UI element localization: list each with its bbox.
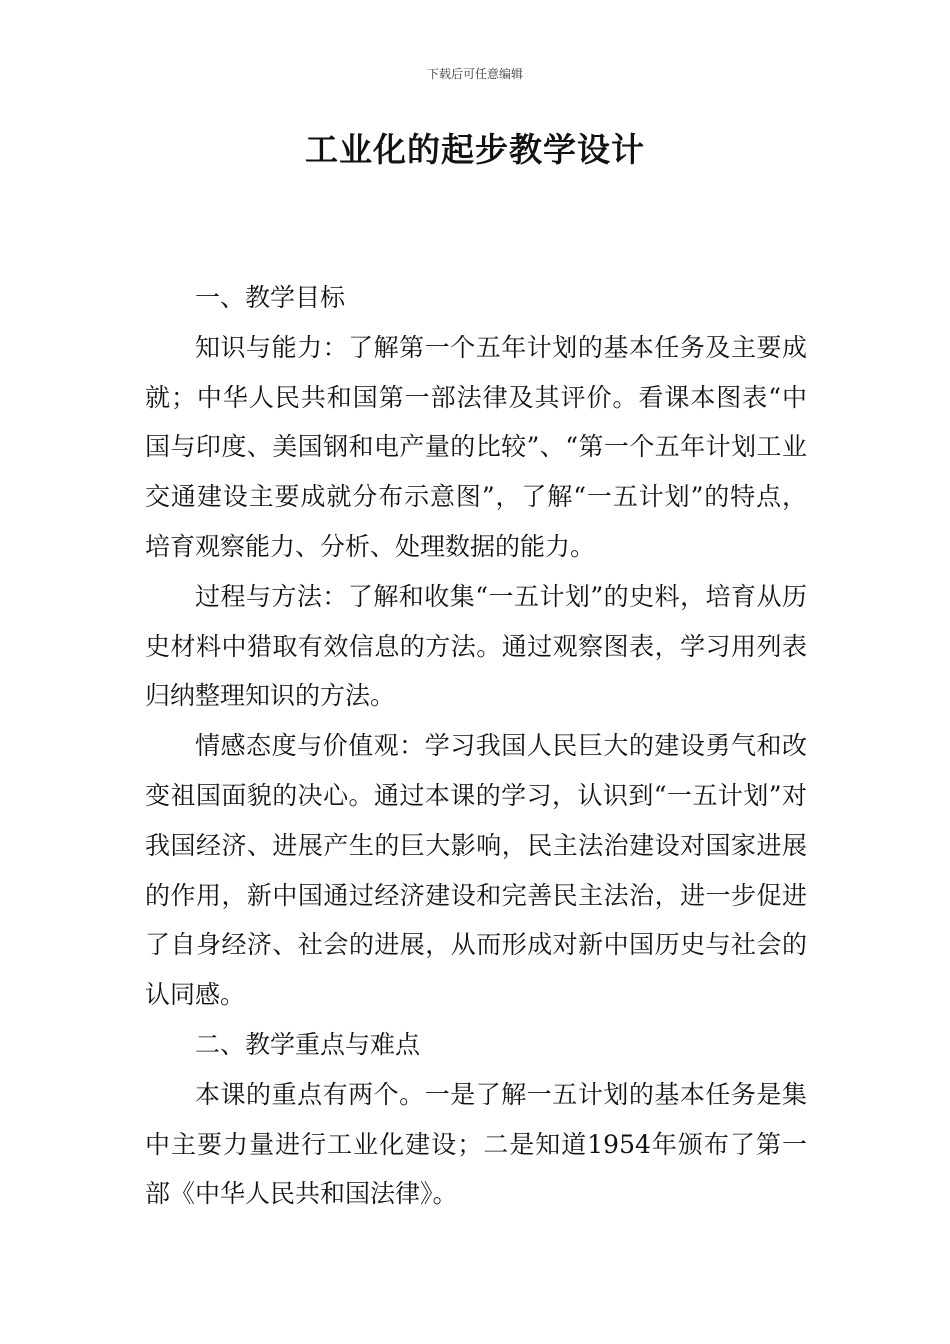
paragraph-knowledge-ability: 知识与能力：了解第一个五年计划的基本任务及主要成就；中华人民共和国第一部法律及其评价。看课本图表“中国与印度、美国钢和电产量的比较”、“第一个五年计划工业交通建设主要成就分布示意图”，了解“一五计划”的特点，培育观察能力、分析、处理数据的能力。 (145, 332, 807, 561)
section-heading-objectives: 一、教学目标 (195, 283, 346, 312)
section-heading-key-points: 二、教学重点与难点 (195, 1029, 421, 1059)
paragraph-emotion-values: 情感态度与价值观：学习我国人民巨大的建设勇气和改变祖国面貌的决心。通过本课的学习，认识到“一五计划”对我国经济、进展产生的巨大影响，民主法治建设对国家进展的作用，新中国通过经济建设和完善民主法治，进一步促进了自身经济、社会的进展，从而形成对新中国历史与社会的认同感。 (145, 731, 807, 1010)
document-body (145, 273, 807, 1219)
header-note: 下载后可任意编辑 (426, 67, 523, 81)
paragraph-process-method: 过程与方法：了解和收集“一五计划”的史料，培育从历史材料中猎取有效信息的方法。通过观察图表，学习用列表归纳整理知识的方法。 (145, 581, 807, 711)
paragraph-key-points: 本课的重点有两个。一是了解一五计划的基本任务是集中主要力量进行工业化建设；二是知道1954年颁布了第一部《中华人民共和国法律》。 (145, 1079, 807, 1209)
document-title: 工业化的起步教学设计 (305, 130, 645, 169)
